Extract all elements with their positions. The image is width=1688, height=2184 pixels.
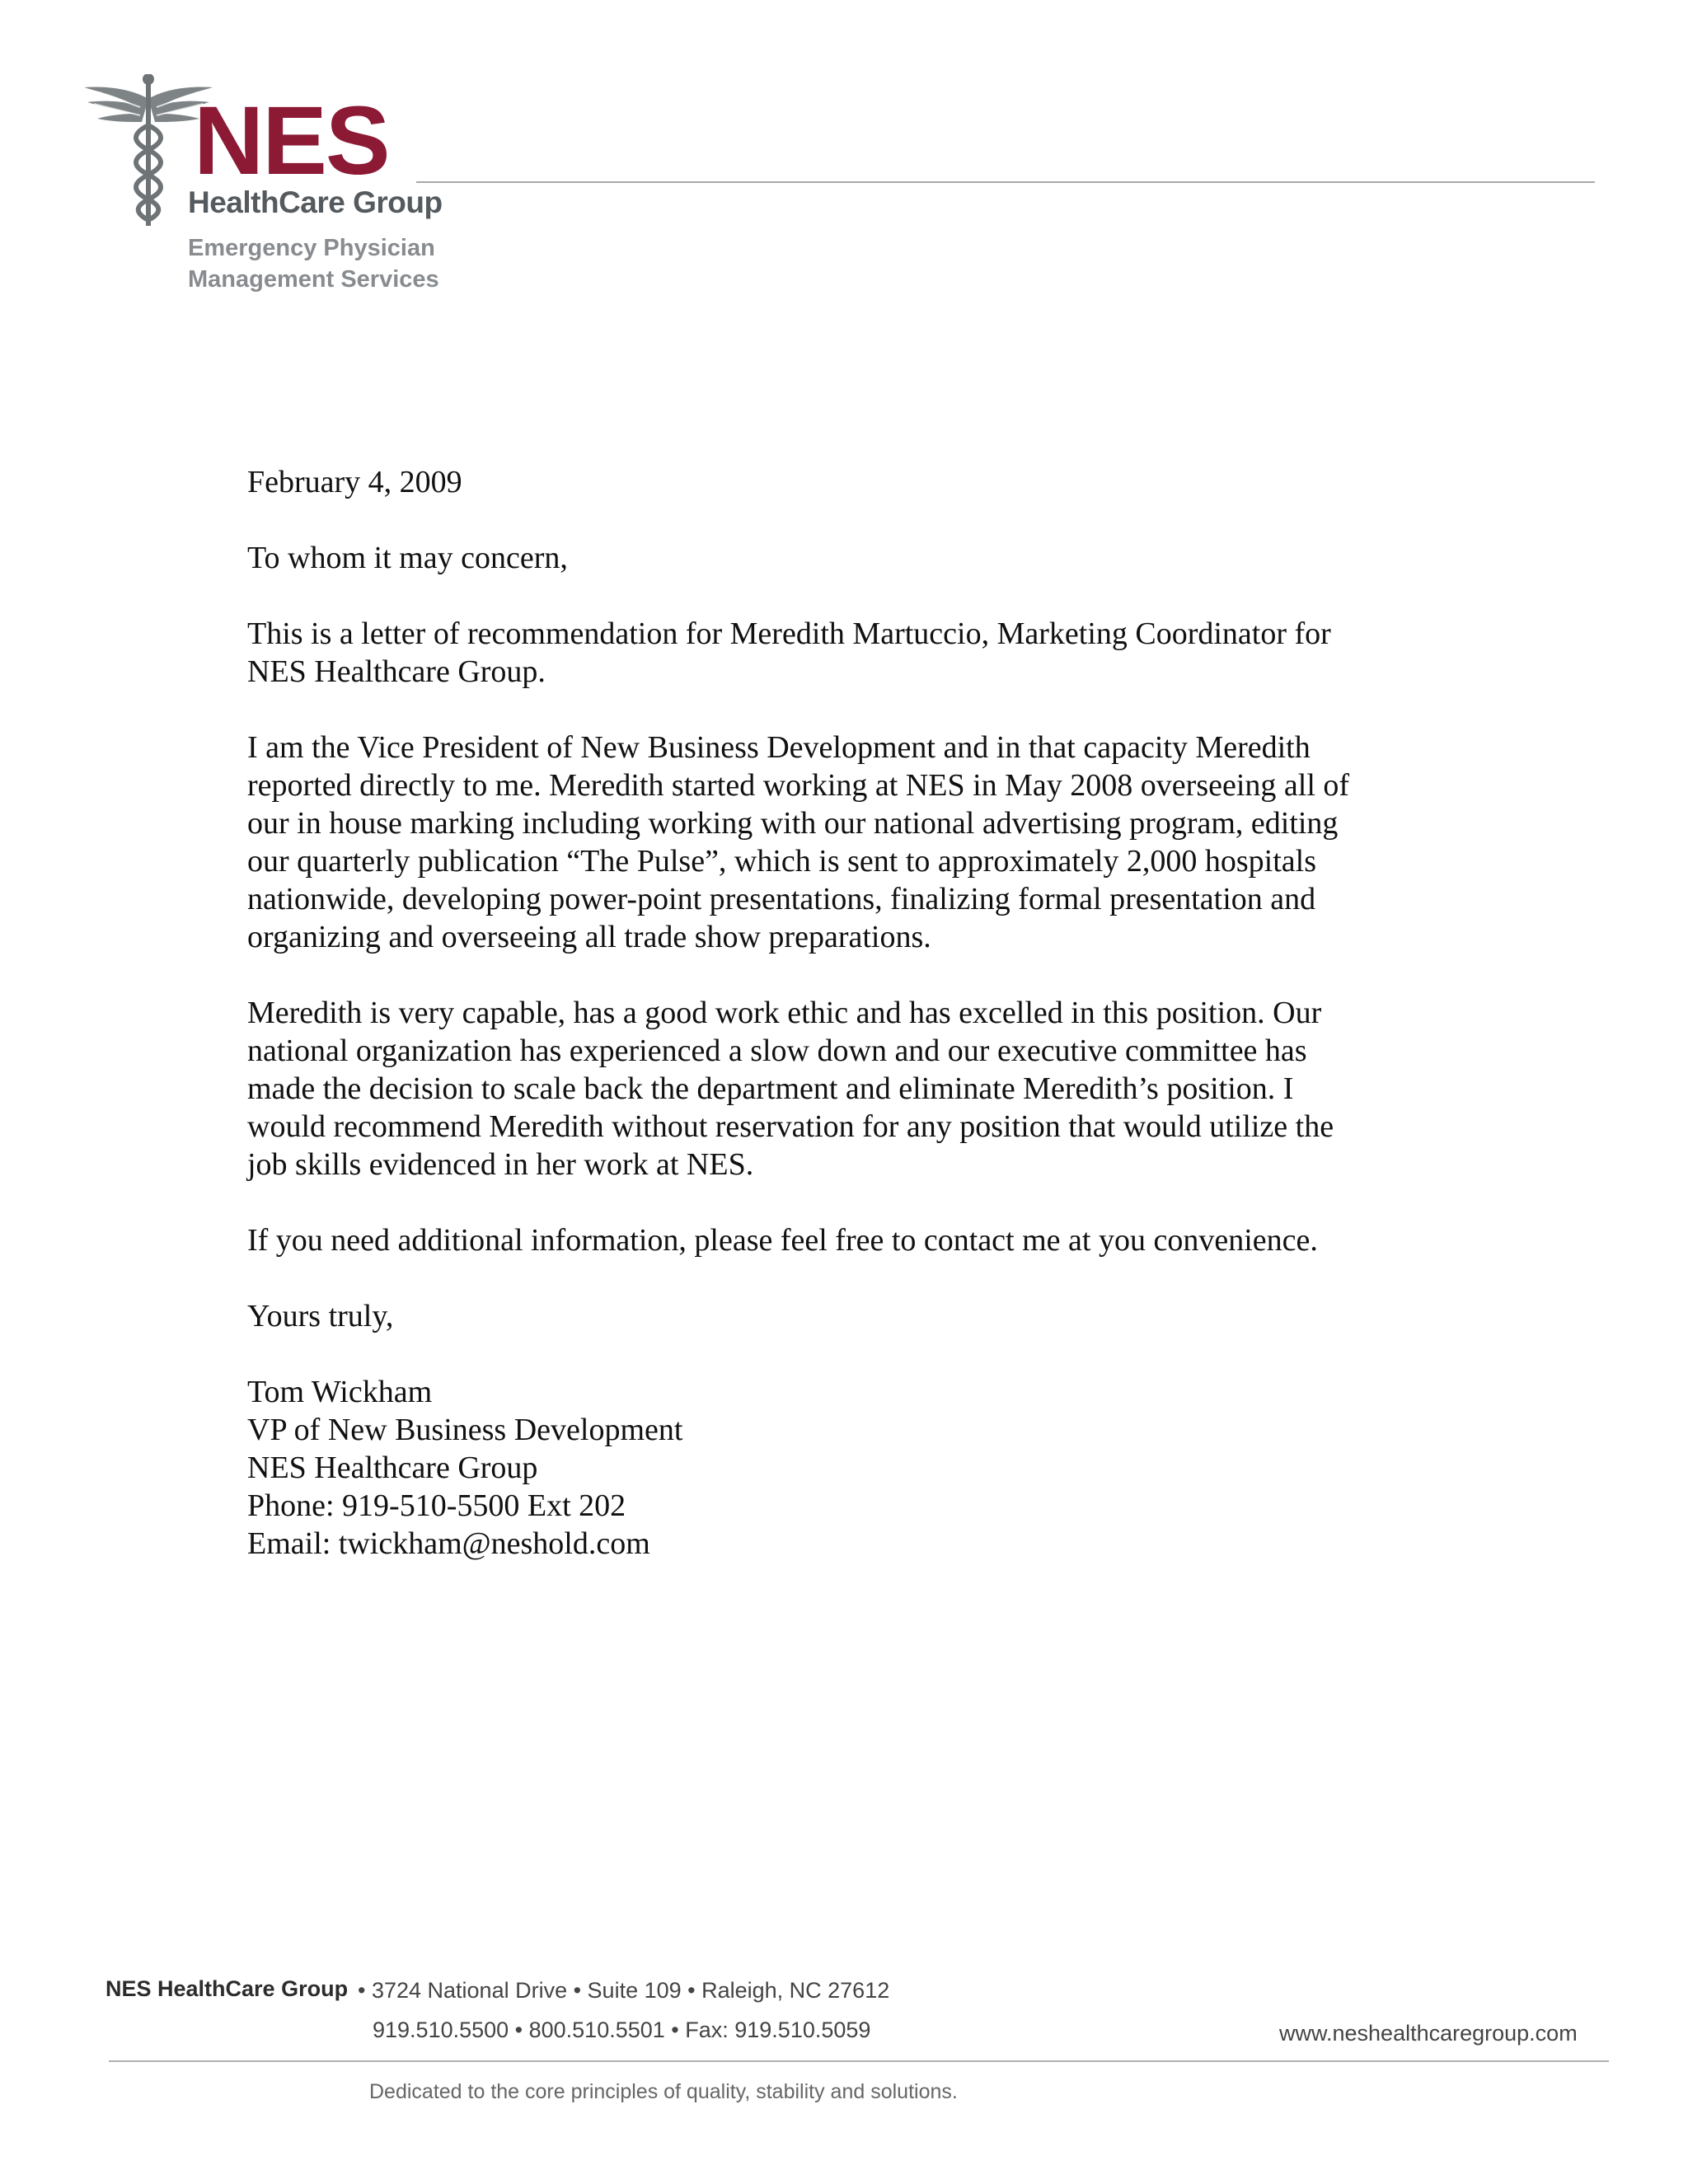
signer-company: NES Healthcare Group [247, 1451, 538, 1485]
signature-block [247, 1373, 1434, 1563]
letter-closing: Yours truly, [247, 1299, 394, 1333]
signer-phone: Phone: 919-510-5500 Ext 202 [247, 1488, 626, 1523]
paragraph-line: would recommend Meredith without reservation for any position that would utilize the [247, 1109, 1334, 1144]
logo-company-name: HealthCare Group [188, 185, 443, 219]
paragraph-line: NES Healthcare Group. [247, 654, 546, 689]
signer-title: VP of New Business Development [247, 1413, 683, 1447]
footer-divider [109, 2060, 1609, 2062]
letter-salutation: To whom it may concern, [247, 541, 568, 575]
footer-motto: Dedicated to the core principles of quality, stability and solutions. [369, 2080, 958, 2103]
header-divider [416, 181, 1595, 183]
paragraph-line: I am the Vice President of New Business Development and in that capacity Meredith [247, 730, 1311, 765]
company-logo [82, 74, 443, 305]
footer-address: • 3724 National Drive • Suite 109 • Raleigh, NC 27612 [358, 1978, 890, 2003]
paragraph-line: reported directly to me. Meredith started working at NES in May 2008 overseeing all of [247, 768, 1350, 803]
paragraph-line: our in house marking including working with our national advertising program, editing [247, 806, 1339, 841]
letter-body [247, 463, 1434, 1563]
paragraph-line: nationwide, developing power-point presentations, finalizing formal presentation and [247, 882, 1316, 916]
logo-tagline [188, 232, 439, 295]
paragraph-introduction [247, 615, 1434, 691]
signer-email: Email: twickham@neshold.com [247, 1526, 650, 1561]
paragraph-line: Meredith is very capable, has a good work ethic and has excelled in this position. Our [247, 996, 1322, 1030]
footer-company-name: NES HealthCare Group [106, 1976, 349, 2001]
letter-date: February 4, 2009 [247, 465, 462, 499]
paragraph-recommendation [247, 994, 1434, 1183]
paragraph-line: organizing and overseeing all trade show preparations. [247, 920, 931, 954]
paragraph-line: job skills evidenced in her work at NES. [247, 1147, 754, 1182]
footer-phone-numbers: 919.510.5500 • 800.510.5501 • Fax: 919.510.5059 [373, 2018, 871, 2042]
signer-name: Tom Wickham [247, 1375, 433, 1409]
logo-tagline-line2: Management Services [188, 266, 439, 293]
logo-wordmark: NES [194, 87, 389, 195]
paragraph-line: our quarterly publication “The Pulse”, which is sent to approximately 2,000 hospitals [247, 844, 1317, 879]
paragraph-line: made the decision to scale back the department and eliminate Meredith’s position. I [247, 1071, 1294, 1106]
paragraph-role-description [247, 729, 1434, 956]
paragraph-contact: If you need additional information, please feel free to contact me at you convenience. [247, 1223, 1318, 1258]
logo-tagline-line1: Emergency Physician [188, 235, 435, 261]
paragraph-line: This is a letter of recommendation for Meredith Martuccio, Marketing Coordinator for [247, 616, 1331, 651]
footer-website: www.neshealthcaregroup.com [1279, 2021, 1578, 2046]
paragraph-line: national organization has experienced a slow down and our executive committee has [247, 1033, 1307, 1068]
